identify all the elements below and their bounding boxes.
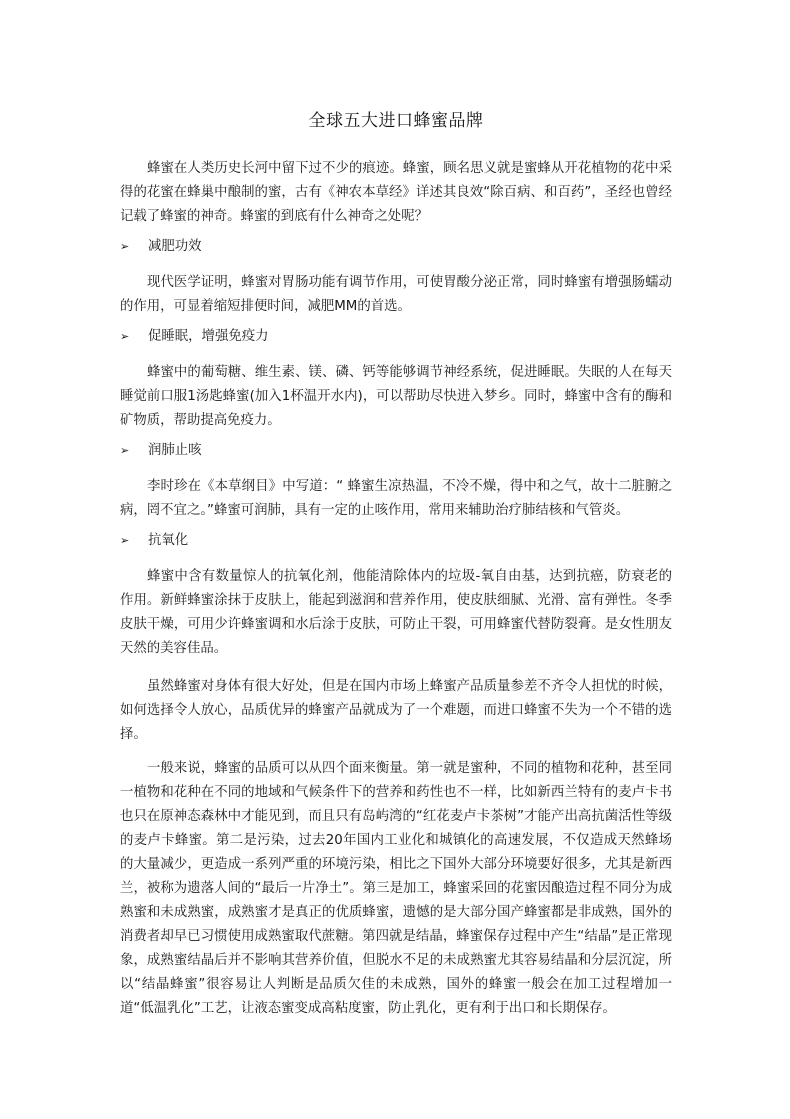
arrow-bullet-icon: ➢	[120, 534, 130, 547]
section-body-cough: 李时珍在《本草纲目》中写道：“ 蜂蜜生凉热温，不冷不燥，得中和之气，故十二脏腑之病，罔不宜之。”蜂蜜可润肺，具有一定的止咳作用，常用来辅助治疗肺结核和气管炎。	[120, 479, 672, 518]
section-heading-label: 润肺止咳	[148, 443, 202, 458]
document-title: 全球五大进口蜂蜜品牌	[308, 111, 484, 131]
section-heading-label: 促睡眠，增强免疫力	[148, 329, 269, 344]
section-heading-weight-loss	[120, 235, 672, 259]
arrow-bullet-icon: ➢	[120, 330, 130, 343]
section-heading-label: 抗氧化	[148, 533, 189, 548]
section-heading-sleep-immunity	[120, 325, 672, 349]
intro-paragraph: 蜂蜜在人类历史长河中留下过不少的痕迹。蜂蜜，顾名思义就是蜜蜂从开花植物的花中采得的花蜜在蜂巢中酿制的蜜，古有《神农本草经》详述其良效“除百病、和百药”，圣经也曾经记载了蜂蜜的神奇。蜂蜜的到底有什么神奇之处呢？	[120, 161, 672, 224]
arrow-bullet-icon: ➢	[120, 444, 130, 457]
section-heading-label: 减肥功效	[148, 239, 202, 254]
section-body-sleep-immunity: 蜂蜜中的葡萄糖、维生素、镁、磷、钙等能够调节神经系统，促进睡眠。失眠的人在每天睡觉前口服1汤匙蜂蜜(加入1杯温开水内)，可以帮助尽快进入梦乡。同时，蜂蜜中含有的酶和矿物质，帮助提高免疫力。	[120, 365, 672, 428]
section-heading-antioxidant	[120, 529, 672, 553]
document-content	[120, 100, 672, 1027]
section-body-weight-loss: 现代医学证明，蜂蜜对胃肠功能有调节作用，可使胃酸分泌正常，同时蜂蜜有增强肠蠕动的作用，可显着缩短排便时间，减肥MM的首选。	[120, 275, 672, 314]
section-body-antioxidant: 蜂蜜中含有数量惊人的抗氧化剂，他能清除体内的垃圾-氧自由基，达到抗癌，防衰老的作用。新鲜蜂蜜涂抹于皮肤上，能起到滋润和营养作用，使皮肤细腻、光滑、富有弹性。冬季皮肤干燥，可用少许蜂蜜调和水后涂于皮肤，可防止干裂，可用蜂蜜代替防裂膏。是女性朋友天然的美容佳品。	[120, 569, 672, 656]
arrow-bullet-icon: ➢	[120, 240, 130, 253]
section-heading-cough	[120, 439, 672, 463]
choice-paragraph: 虽然蜂蜜对身体有很大好处，但是在国内市场上蜂蜜产品质量参差不齐令人担忧的时候，如何选择令人放心，品质优异的蜂蜜产品就成为了一个难题，而进口蜂蜜不失为一个不错的选择。	[120, 679, 672, 742]
quality-paragraph: 一般来说，蜂蜜的品质可以从四个面来衡量。第一就是蜜种，不同的植物和花种，甚至同一植物和花种在不同的地域和气候条件下的营养和药性也不一样，比如新西兰特有的麦卢卡书也只在原神态森林中才能见到，而且只有岛屿湾的“红花麦卢卡茶树”才能产出高抗菌活性等级的麦卢卡蜂蜜。第二是污染，过去20年国内工业化和城镇化的高速发展，不仅造成天然蜂场的大量减少，更造成一系列严重的环境污染，相比之下国外大部分环境要好很多，尤其是新西兰，被称为遗落人间的“最后一片净土”。第三是加工，蜂蜜采回的花蜜因酿造过程不同分为成熟蜜和未成熟蜜，成熟蜜才是真正的优质蜂蜜，遗憾的是大部分国产蜂蜜都是非成熟，国外的消费者却早已习惯使用成熟蜜取代蔗糖。第四就是结晶，蜂蜜保存过程中产生“结晶”是正常现象，成熟蜜结晶后并不影响其营养价值，但脱水不足的未成熟蜜尤其容易结晶和分层沉淀，所以“结晶蜂蜜”很容易让人判断是品质欠佳的未成熟，国外的蜂蜜一般会在加工过程增加一道“低温乳化”工艺，让液态蜜变成高粘度蜜，防止乳化，更有利于出口和长期保存。	[120, 761, 672, 1016]
